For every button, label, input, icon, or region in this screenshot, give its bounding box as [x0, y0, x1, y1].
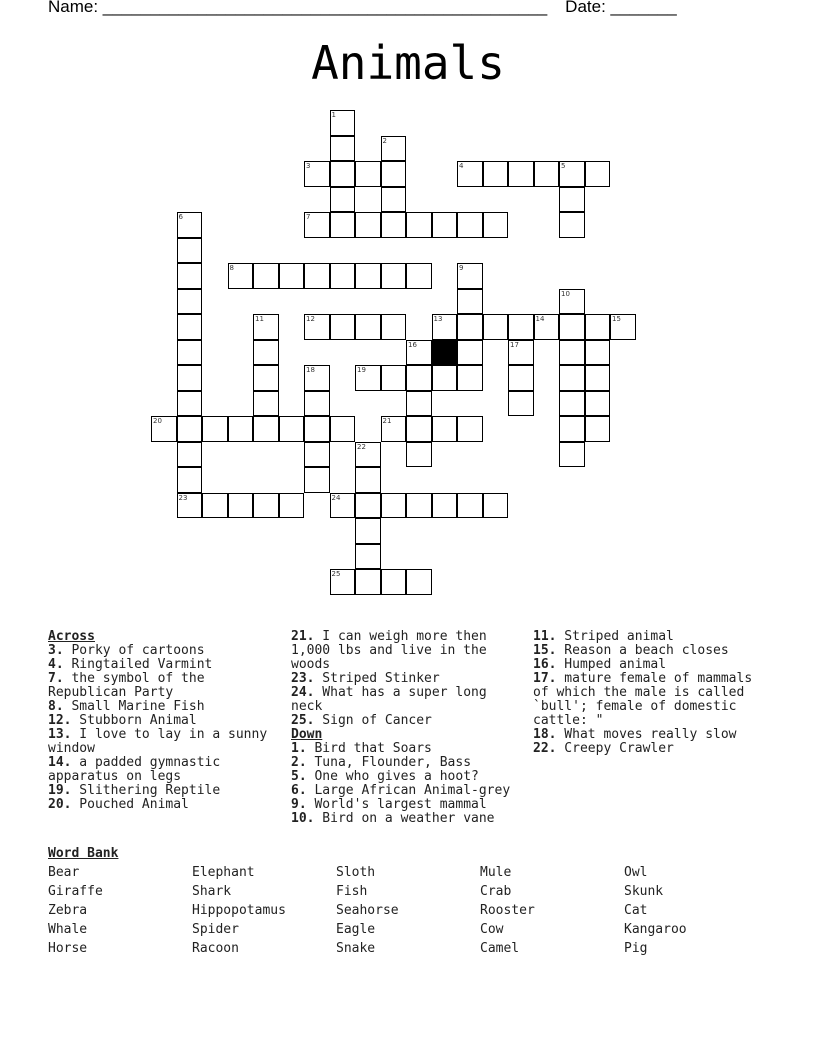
grid-cell[interactable]: [228, 416, 254, 442]
clue-number: 14: [535, 315, 545, 323]
word-bank-item: Sloth: [336, 865, 376, 880]
clues-column-3: [533, 630, 773, 756]
clue-number-label: 23.: [291, 671, 315, 686]
clue-number: 13: [433, 315, 443, 323]
clue-number-label: 3.: [48, 643, 64, 658]
clue-item: [48, 644, 270, 658]
clue-number: 17: [510, 340, 519, 349]
clue-item: [48, 714, 270, 728]
grid-cell[interactable]: [355, 442, 381, 468]
grid-cell[interactable]: [330, 136, 356, 162]
clue-text: Pouched Animal: [71, 797, 189, 812]
clue-item: [48, 798, 270, 812]
grid-cell[interactable]: [559, 365, 585, 391]
grid-cell[interactable]: [355, 544, 381, 570]
grid-cell[interactable]: [559, 391, 585, 417]
word-bank-item: Whale: [48, 922, 88, 937]
clues-column-2: [291, 630, 513, 826]
clue-number: 21: [382, 417, 392, 425]
clue-item: [291, 742, 513, 756]
grid-cell[interactable]: [406, 416, 432, 442]
word-bank-item: Horse: [48, 941, 88, 956]
word-bank-item: Rooster: [480, 903, 535, 918]
grid-cell[interactable]: [381, 365, 407, 391]
clue-number: 23: [178, 493, 188, 502]
grid-cell[interactable]: [304, 442, 330, 468]
grid-cell[interactable]: [559, 416, 585, 442]
grid-cell[interactable]: [177, 391, 203, 417]
grid-cell[interactable]: [253, 263, 279, 289]
grid-cell[interactable]: [202, 416, 228, 442]
clue-text: Small Marine Fish: [63, 699, 205, 714]
grid-cell[interactable]: [559, 289, 585, 315]
grid-cell[interactable]: [610, 314, 636, 340]
clue-number-label: 24.: [291, 685, 315, 700]
clue-number-label: 14.: [48, 755, 72, 770]
clue-text: Creepy Crawler: [556, 741, 674, 756]
clue-text: Reason a beach closes: [556, 643, 729, 658]
grid-cell[interactable]: [355, 161, 381, 187]
grid-cell[interactable]: [406, 365, 432, 391]
grid-cell[interactable]: [483, 314, 509, 340]
word-bank-item: Mule: [480, 865, 512, 880]
grid-cell[interactable]: [177, 493, 203, 519]
grid-cell[interactable]: [432, 493, 458, 519]
clue-item: [291, 630, 513, 672]
grid-cell[interactable]: [304, 365, 330, 391]
grid-cell[interactable]: [355, 493, 381, 519]
clue-text: I love to lay in a sunny window: [48, 727, 268, 756]
clue-text: I can weigh more then 1,000 lbs and live in the woods: [291, 629, 487, 672]
clue-number-label: 20.: [48, 797, 72, 812]
word-bank-item: Spider: [192, 922, 239, 937]
grid-cell[interactable]: [457, 289, 483, 315]
word-bank-item: Cat: [624, 903, 648, 918]
word-bank-item: Pig: [624, 941, 648, 956]
grid-cell[interactable]: [253, 340, 279, 366]
grid-cell[interactable]: [304, 161, 330, 187]
clue-number: 8: [229, 264, 234, 272]
clue-text: One who gives a hoot?: [306, 769, 479, 784]
grid-cell[interactable]: [457, 365, 483, 391]
grid-cell[interactable]: [330, 161, 356, 187]
clue-number: 1: [331, 111, 336, 119]
clue-number-label: 9.: [291, 797, 307, 812]
clue-number: 2: [382, 136, 387, 145]
grid-cell[interactable]: [253, 365, 279, 391]
grid-cell[interactable]: [279, 263, 305, 289]
word-bank-item: Giraffe: [48, 884, 103, 899]
clue-item: [533, 728, 773, 742]
across-heading: Across: [48, 629, 95, 644]
clue-item: [291, 672, 513, 686]
grid-cell[interactable]: [483, 161, 509, 187]
grid-cell[interactable]: [457, 314, 483, 340]
clue-number-label: 8.: [48, 699, 64, 714]
grid-cell[interactable]: [381, 569, 407, 595]
clue-number-label: 25.: [291, 713, 315, 728]
grid-cell[interactable]: [406, 212, 432, 238]
grid-cell[interactable]: [432, 365, 458, 391]
grid-cell[interactable]: [406, 391, 432, 417]
clue-number: 12: [306, 315, 315, 323]
clue-number: 20: [153, 417, 162, 425]
grid-cell[interactable]: [177, 314, 203, 340]
grid-cell[interactable]: [177, 365, 203, 391]
grid-cell[interactable]: [457, 340, 483, 366]
grid-cell[interactable]: [355, 467, 381, 493]
word-bank-item: Owl: [624, 865, 648, 880]
clue-item: [48, 658, 270, 672]
grid-cell[interactable]: [381, 136, 407, 162]
word-bank-item: Shark: [192, 884, 232, 899]
grid-cell[interactable]: [559, 161, 585, 187]
grid-cell[interactable]: [228, 263, 254, 289]
grid-cell[interactable]: [457, 212, 483, 238]
word-bank-item: Fish: [336, 884, 368, 899]
clue-number: 3: [306, 162, 311, 170]
grid-cell[interactable]: [457, 416, 483, 442]
grid-cell[interactable]: [381, 314, 407, 340]
grid-cell[interactable]: [330, 569, 356, 595]
grid-cell[interactable]: [177, 289, 203, 315]
clue-number-label: 17.: [533, 671, 557, 686]
word-bank-item: Hippopotamus: [192, 903, 286, 918]
grid-cell[interactable]: [355, 212, 381, 238]
word-bank-item: Zebra: [48, 903, 88, 918]
clue-number-label: 4.: [48, 657, 64, 672]
clue-item: [291, 756, 513, 770]
grid-cell[interactable]: [177, 467, 203, 493]
grid-cell[interactable]: [381, 263, 407, 289]
grid-cell[interactable]: [330, 263, 356, 289]
grid-cell[interactable]: [432, 212, 458, 238]
clue-text: a padded gymnastic apparatus on legs: [48, 755, 221, 784]
clue-number-label: 2.: [291, 755, 307, 770]
grid-cell[interactable]: [559, 442, 585, 468]
grid-cell[interactable]: [253, 391, 279, 417]
grid-cell[interactable]: [559, 314, 585, 340]
clue-number: 4: [459, 162, 464, 170]
grid-cell[interactable]: [355, 569, 381, 595]
clue-item: [291, 784, 513, 798]
grid-cell[interactable]: [534, 314, 560, 340]
clue-number-label: 18.: [533, 727, 557, 742]
grid-cell[interactable]: [381, 212, 407, 238]
word-bank-item: Skunk: [624, 884, 664, 899]
clue-number: 10: [561, 289, 570, 298]
clue-number-label: 1.: [291, 741, 307, 756]
grid-cell[interactable]: [304, 314, 330, 340]
clue-number: 16: [408, 340, 417, 349]
clue-number: 18: [306, 366, 315, 374]
clue-text: World's largest mammal: [306, 797, 487, 812]
clue-number-label: 22.: [533, 741, 557, 756]
clue-text: Bird that Soars: [306, 741, 432, 756]
page-title: Animals: [311, 36, 505, 90]
grid-cell[interactable]: [457, 493, 483, 519]
clue-text: What has a super long neck: [291, 685, 487, 714]
clue-item: [48, 700, 270, 714]
clue-number: 19: [357, 366, 366, 374]
grid-cell[interactable]: [304, 391, 330, 417]
word-bank-item: Cow: [480, 922, 504, 937]
clue-number-label: 15.: [533, 643, 557, 658]
grid-cell[interactable]: [585, 416, 611, 442]
name-field[interactable]: Name: _______________________________________________: [48, 0, 548, 16]
word-bank-item: Kangaroo: [624, 922, 687, 937]
clue-text: Ringtailed Varmint: [63, 657, 213, 672]
grid-cell[interactable]: [330, 493, 356, 519]
clues-column-1: [48, 630, 270, 812]
grid-cell[interactable]: [508, 314, 534, 340]
clue-number-label: 6.: [291, 783, 307, 798]
grid-cell[interactable]: [381, 187, 407, 213]
grid-cell[interactable]: [559, 187, 585, 213]
grid-cell[interactable]: [406, 569, 432, 595]
grid-cell[interactable]: [483, 493, 509, 519]
grid-cell[interactable]: [457, 161, 483, 187]
clue-number: 15: [612, 315, 621, 323]
clue-number-label: 12.: [48, 713, 72, 728]
clue-item: [291, 686, 513, 714]
grid-cell[interactable]: [228, 493, 254, 519]
grid-cell[interactable]: [355, 518, 381, 544]
grid-cell[interactable]: [177, 340, 203, 366]
date-field[interactable]: Date: _______: [565, 0, 677, 16]
grid-cell[interactable]: [355, 365, 381, 391]
grid-cell[interactable]: [177, 442, 203, 468]
word-bank-item: Elephant: [192, 865, 255, 880]
grid-cell[interactable]: [381, 416, 407, 442]
word-bank-item: Bear: [48, 865, 80, 880]
word-bank-item: Eagle: [336, 922, 376, 937]
clue-item: [533, 630, 773, 644]
clue-number-label: 16.: [533, 657, 557, 672]
clue-text: the symbol of the Republican Party: [48, 671, 205, 700]
grid-cell[interactable]: [585, 391, 611, 417]
grid-cell[interactable]: [330, 416, 356, 442]
grid-cell[interactable]: [381, 161, 407, 187]
grid-cell[interactable]: [177, 212, 203, 238]
clue-number: 5: [561, 162, 566, 170]
clue-text: Tuna, Flounder, Bass: [306, 755, 472, 770]
grid-cell[interactable]: [483, 212, 509, 238]
grid-cell[interactable]: [559, 340, 585, 366]
word-bank-item: Crab: [480, 884, 512, 899]
clue-number: 25: [331, 570, 341, 578]
grid-cell[interactable]: [151, 416, 177, 442]
clue-item: [533, 644, 773, 658]
clue-item: [533, 672, 773, 728]
clue-item: [291, 798, 513, 812]
clue-text: Stubborn Animal: [71, 713, 197, 728]
grid-cell[interactable]: [177, 238, 203, 264]
black-cell: [432, 340, 458, 366]
clue-number-label: 13.: [48, 727, 72, 742]
grid-cell[interactable]: [279, 416, 305, 442]
grid-cell[interactable]: [330, 110, 356, 136]
word-bank-item: Racoon: [192, 941, 239, 956]
clue-item: [291, 770, 513, 784]
grid-cell[interactable]: [355, 263, 381, 289]
grid-cell[interactable]: [406, 442, 432, 468]
clue-number-label: 11.: [533, 629, 557, 644]
grid-cell[interactable]: [508, 161, 534, 187]
word-bank-item: Camel: [480, 941, 520, 956]
clue-text: Large African Animal-grey: [306, 783, 511, 798]
grid-cell[interactable]: [304, 263, 330, 289]
clue-text: Sign of Cancer: [314, 713, 432, 728]
clue-item: [291, 714, 513, 728]
clue-text: Striped Stinker: [314, 671, 440, 686]
clue-number-label: 19.: [48, 783, 72, 798]
grid-cell[interactable]: [381, 493, 407, 519]
grid-cell[interactable]: [253, 416, 279, 442]
clue-number-label: 10.: [291, 811, 315, 826]
grid-cell[interactable]: [432, 314, 458, 340]
grid-cell[interactable]: [457, 263, 483, 289]
grid-cell[interactable]: [406, 340, 432, 366]
clue-number: 6: [178, 213, 183, 221]
clue-number-label: 7.: [48, 671, 64, 686]
clue-text: Slithering Reptile: [71, 783, 221, 798]
grid-cell[interactable]: [406, 263, 432, 289]
word-bank-item: Seahorse: [336, 903, 399, 918]
clue-item: [48, 756, 270, 784]
header: [48, 0, 677, 17]
clue-item: [291, 812, 513, 826]
clue-text: mature female of mammals of which the male is called `bull'; female of domestic cattle: ": [533, 671, 753, 728]
grid-cell[interactable]: [534, 161, 560, 187]
clue-number: 22: [357, 442, 366, 451]
grid-cell[interactable]: [585, 340, 611, 366]
clue-item: [48, 784, 270, 798]
grid-cell[interactable]: [406, 493, 432, 519]
grid-cell[interactable]: [253, 314, 279, 340]
clue-number: 7: [306, 213, 311, 221]
clue-number: 24: [331, 493, 341, 502]
clue-text: Porky of cartoons: [63, 643, 205, 658]
grid-cell[interactable]: [253, 493, 279, 519]
grid-cell[interactable]: [508, 391, 534, 417]
grid-cell[interactable]: [304, 416, 330, 442]
grid-cell[interactable]: [304, 212, 330, 238]
grid-cell[interactable]: [585, 161, 611, 187]
grid-cell[interactable]: [330, 314, 356, 340]
grid-cell[interactable]: [330, 187, 356, 213]
grid-cell[interactable]: [508, 340, 534, 366]
grid-cell[interactable]: [585, 365, 611, 391]
grid-cell[interactable]: [177, 263, 203, 289]
clue-text: Humped animal: [556, 657, 667, 672]
word-bank-heading: Word Bank: [48, 846, 119, 861]
clue-text: Striped animal: [556, 629, 674, 644]
clue-number: 11: [255, 315, 264, 323]
clue-text: Bird on a weather vane: [314, 811, 495, 826]
grid-cell[interactable]: [432, 416, 458, 442]
clue-item: [533, 742, 773, 756]
word-bank-item: Snake: [336, 941, 376, 956]
grid-cell[interactable]: [177, 416, 203, 442]
grid-cell[interactable]: [559, 212, 585, 238]
grid-cell[interactable]: [330, 212, 356, 238]
grid-cell[interactable]: [355, 314, 381, 340]
grid-cell[interactable]: [202, 493, 228, 519]
grid-cell[interactable]: [585, 314, 611, 340]
down-heading: Down: [291, 727, 323, 742]
clue-item: [48, 728, 270, 756]
clue-text: What moves really slow: [556, 727, 737, 742]
clue-item: [48, 672, 270, 700]
grid-cell[interactable]: [508, 365, 534, 391]
grid-cell[interactable]: [279, 493, 305, 519]
clue-item: [533, 658, 773, 672]
clue-number-label: 21.: [291, 629, 315, 644]
clue-number-label: 5.: [291, 769, 307, 784]
grid-cell[interactable]: [304, 467, 330, 493]
clue-number: 9: [459, 264, 464, 272]
